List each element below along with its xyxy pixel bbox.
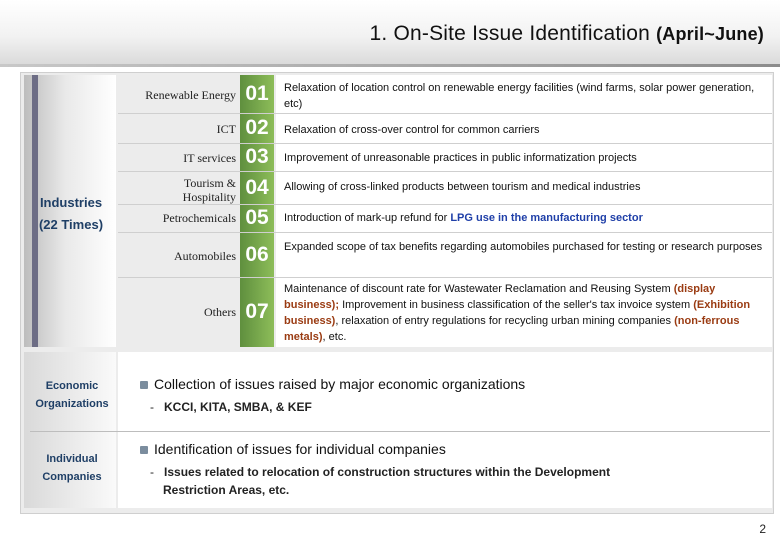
industries-label-line2: (22 Times) bbox=[38, 217, 104, 232]
individual-sub-item bbox=[150, 463, 610, 499]
category-renewable-energy: Renewable Energy bbox=[145, 88, 236, 102]
bullet-square-icon bbox=[140, 381, 148, 389]
economic-bullet-text: Collection of issues raised by major economic organizations bbox=[154, 376, 526, 392]
individual-label-line1: Individual bbox=[46, 453, 98, 465]
row-desc-03: Improvement of unreasonable practices in public informatization projects bbox=[284, 152, 637, 164]
individual-label-line2: Companies bbox=[42, 471, 102, 483]
individual-bullet bbox=[140, 441, 446, 457]
title-main: 1. On-Site Issue Identification bbox=[369, 22, 651, 45]
row-number-07: 07 bbox=[245, 300, 269, 323]
row-number-03: 03 bbox=[245, 145, 269, 168]
row-divider bbox=[118, 277, 772, 278]
row-desc-07-part1: Maintenance of discount rate for Wastewater Reclamation and Reusing System bbox=[284, 283, 674, 295]
category-tourism bbox=[118, 176, 236, 204]
individual-sub-item-line2: Restriction Areas, etc. bbox=[163, 483, 290, 497]
row-number-02: 02 bbox=[245, 116, 269, 139]
row-desc-07-part2: Improvement in business classification of the seller's tax invoice system bbox=[339, 299, 694, 311]
row-number-06: 06 bbox=[245, 243, 269, 266]
category-petrochemicals: Petrochemicals bbox=[162, 211, 236, 225]
row-desc-07 bbox=[284, 281, 766, 345]
row-divider bbox=[118, 204, 772, 205]
row-desc-07-hl-display: (display business); bbox=[284, 283, 716, 311]
row-desc-07-part3: , relaxation of entry regulations for recycling urban mining companies bbox=[335, 315, 675, 327]
section-divider bbox=[30, 431, 770, 432]
category-others: Others bbox=[204, 305, 236, 319]
row-desc-07-hl-exhibition: (Exhibition business) bbox=[284, 299, 751, 327]
row-desc-05 bbox=[284, 210, 766, 226]
dash-marker: - bbox=[150, 400, 154, 414]
title-period: (April~June) bbox=[656, 24, 764, 44]
row-number-04: 04 bbox=[245, 176, 269, 199]
row-divider bbox=[118, 113, 772, 114]
row-desc-06: Expanded scope of tax benefits regarding automobiles purchased for testing or research purposes bbox=[284, 241, 763, 253]
economic-sub-item-text: KCCI, KITA, SMBA, & KEF bbox=[164, 400, 312, 414]
row-divider bbox=[118, 171, 772, 172]
row-divider bbox=[118, 232, 772, 233]
row-desc-04: Allowing of cross-linked products between tourism and medical industries bbox=[284, 181, 641, 193]
economic-label-line2: Organizations bbox=[35, 398, 109, 410]
industries-label-line1: Industries bbox=[39, 195, 103, 210]
category-tourism-text: Tourism & Hospitality bbox=[182, 176, 236, 204]
row-desc-01: Relaxation of location control on renewable energy facilities (wind farms, solar power generation, etc) bbox=[284, 82, 755, 110]
individual-sub-item-line1: Issues related to relocation of construction structures within the Development bbox=[164, 465, 611, 479]
header-divider bbox=[0, 64, 780, 67]
category-ict: ICT bbox=[216, 122, 236, 136]
row-desc-07-hl-nonferrous: (non-ferrous metals) bbox=[284, 315, 740, 343]
category-automobiles: Automobiles bbox=[174, 249, 236, 263]
bullet-square-icon bbox=[140, 446, 148, 454]
individual-bullet-text: Identification of issues for individual companies bbox=[154, 441, 446, 457]
row-desc-02: Relaxation of cross-over control for common carriers bbox=[284, 124, 540, 136]
dash-marker: - bbox=[150, 465, 154, 479]
page-title bbox=[370, 22, 764, 46]
individual-companies-label bbox=[24, 450, 120, 486]
industries-label bbox=[26, 192, 116, 236]
category-it-services: IT services bbox=[183, 151, 236, 165]
economic-organizations-label bbox=[24, 377, 120, 413]
page-number: 2 bbox=[759, 522, 766, 536]
row-divider bbox=[118, 143, 772, 144]
economic-bullet bbox=[140, 376, 525, 392]
economic-label-line1: Economic bbox=[45, 380, 99, 392]
row-number-01: 01 bbox=[245, 82, 269, 105]
economic-sub-item bbox=[150, 398, 312, 416]
row-desc-07-part4: , etc. bbox=[322, 331, 347, 343]
row-desc-05-text: Introduction of mark-up refund for bbox=[284, 212, 451, 224]
row-number-05: 05 bbox=[245, 206, 269, 229]
row-desc-05-highlight: LPG use in the manufacturing sector bbox=[450, 212, 643, 224]
